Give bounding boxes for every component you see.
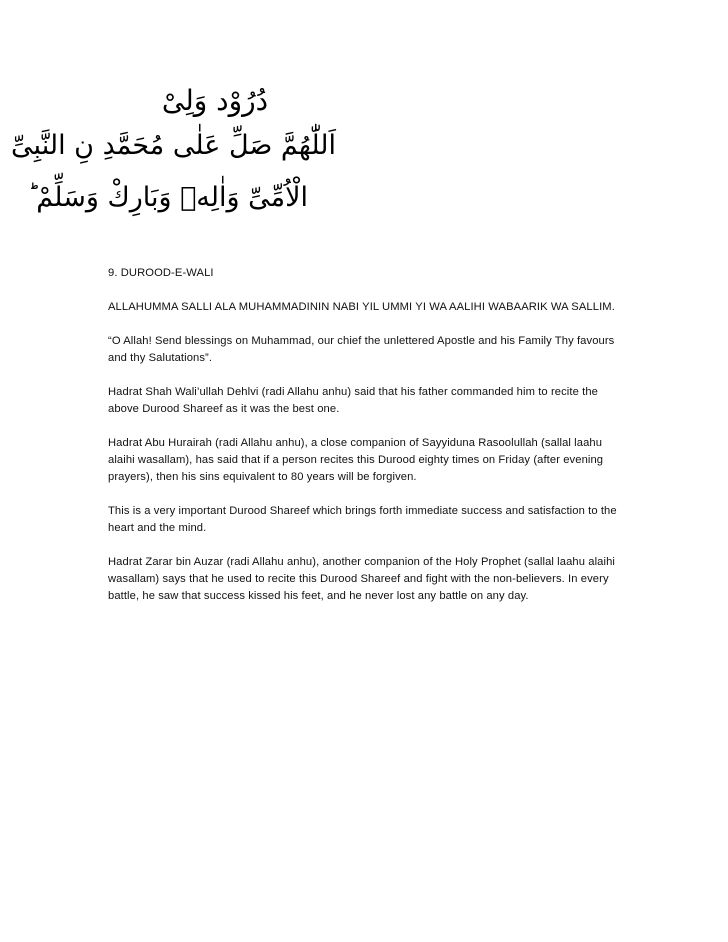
section-heading: 9. DUROOD-E-WALI xyxy=(108,267,214,279)
paragraph-3: This is a very important Durood Shareef which brings forth immediate success and satisfaction to the heart and the mind. xyxy=(108,505,617,534)
document-body xyxy=(108,265,623,622)
arabic-durood-line-2: الْاُمِّیِّ وَاٰلِهٖ وَبَارِكْ وَسَلِّمْ ؕ xyxy=(27,182,308,213)
paragraph-4: Hadrat Zarar bin Auzar (radi Allahu anhu), another companion of the Holy Prophet (sallal laahu alaihi wasallam) says that he used to recite this Durood Shareef and fight with the non-believers. In every battle, he saw that success kissed his feet, and he never lost any battle on any day. xyxy=(108,556,615,602)
transliteration: ALLAHUMMA SALLI ALA MUHAMMADININ NABI YIL UMMI YI WA AALIHI WABAARIK WA SALLIM. xyxy=(108,301,615,313)
paragraph-1: Hadrat Shah Wali’ullah Dehlvi (radi Allahu anhu) said that his father commanded him to recite the above Durood Shareef as it was the best one. xyxy=(108,386,598,415)
arabic-durood-line-1: اَللّٰهُمَّ صَلِّ عَلٰى مُحَمَّدِ نِ النَّبِیِّ xyxy=(11,130,336,161)
arabic-title: دُرُوْد وَلِیْ xyxy=(161,84,269,117)
paragraph-2: Hadrat Abu Hurairah (radi Allahu anhu), a close companion of Sayyiduna Rasoolullah (sallal laahu alaihi wasallam), has said that if a person recites this Durood eighty times on Friday (after evening prayers), then his sins equivalent to 80 years will be forgiven. xyxy=(108,437,604,483)
translation: “O Allah! Send blessings on Muhammad, our chief the unlettered Apostle and his Family Thy favours and thy Salutations”. xyxy=(108,335,615,364)
